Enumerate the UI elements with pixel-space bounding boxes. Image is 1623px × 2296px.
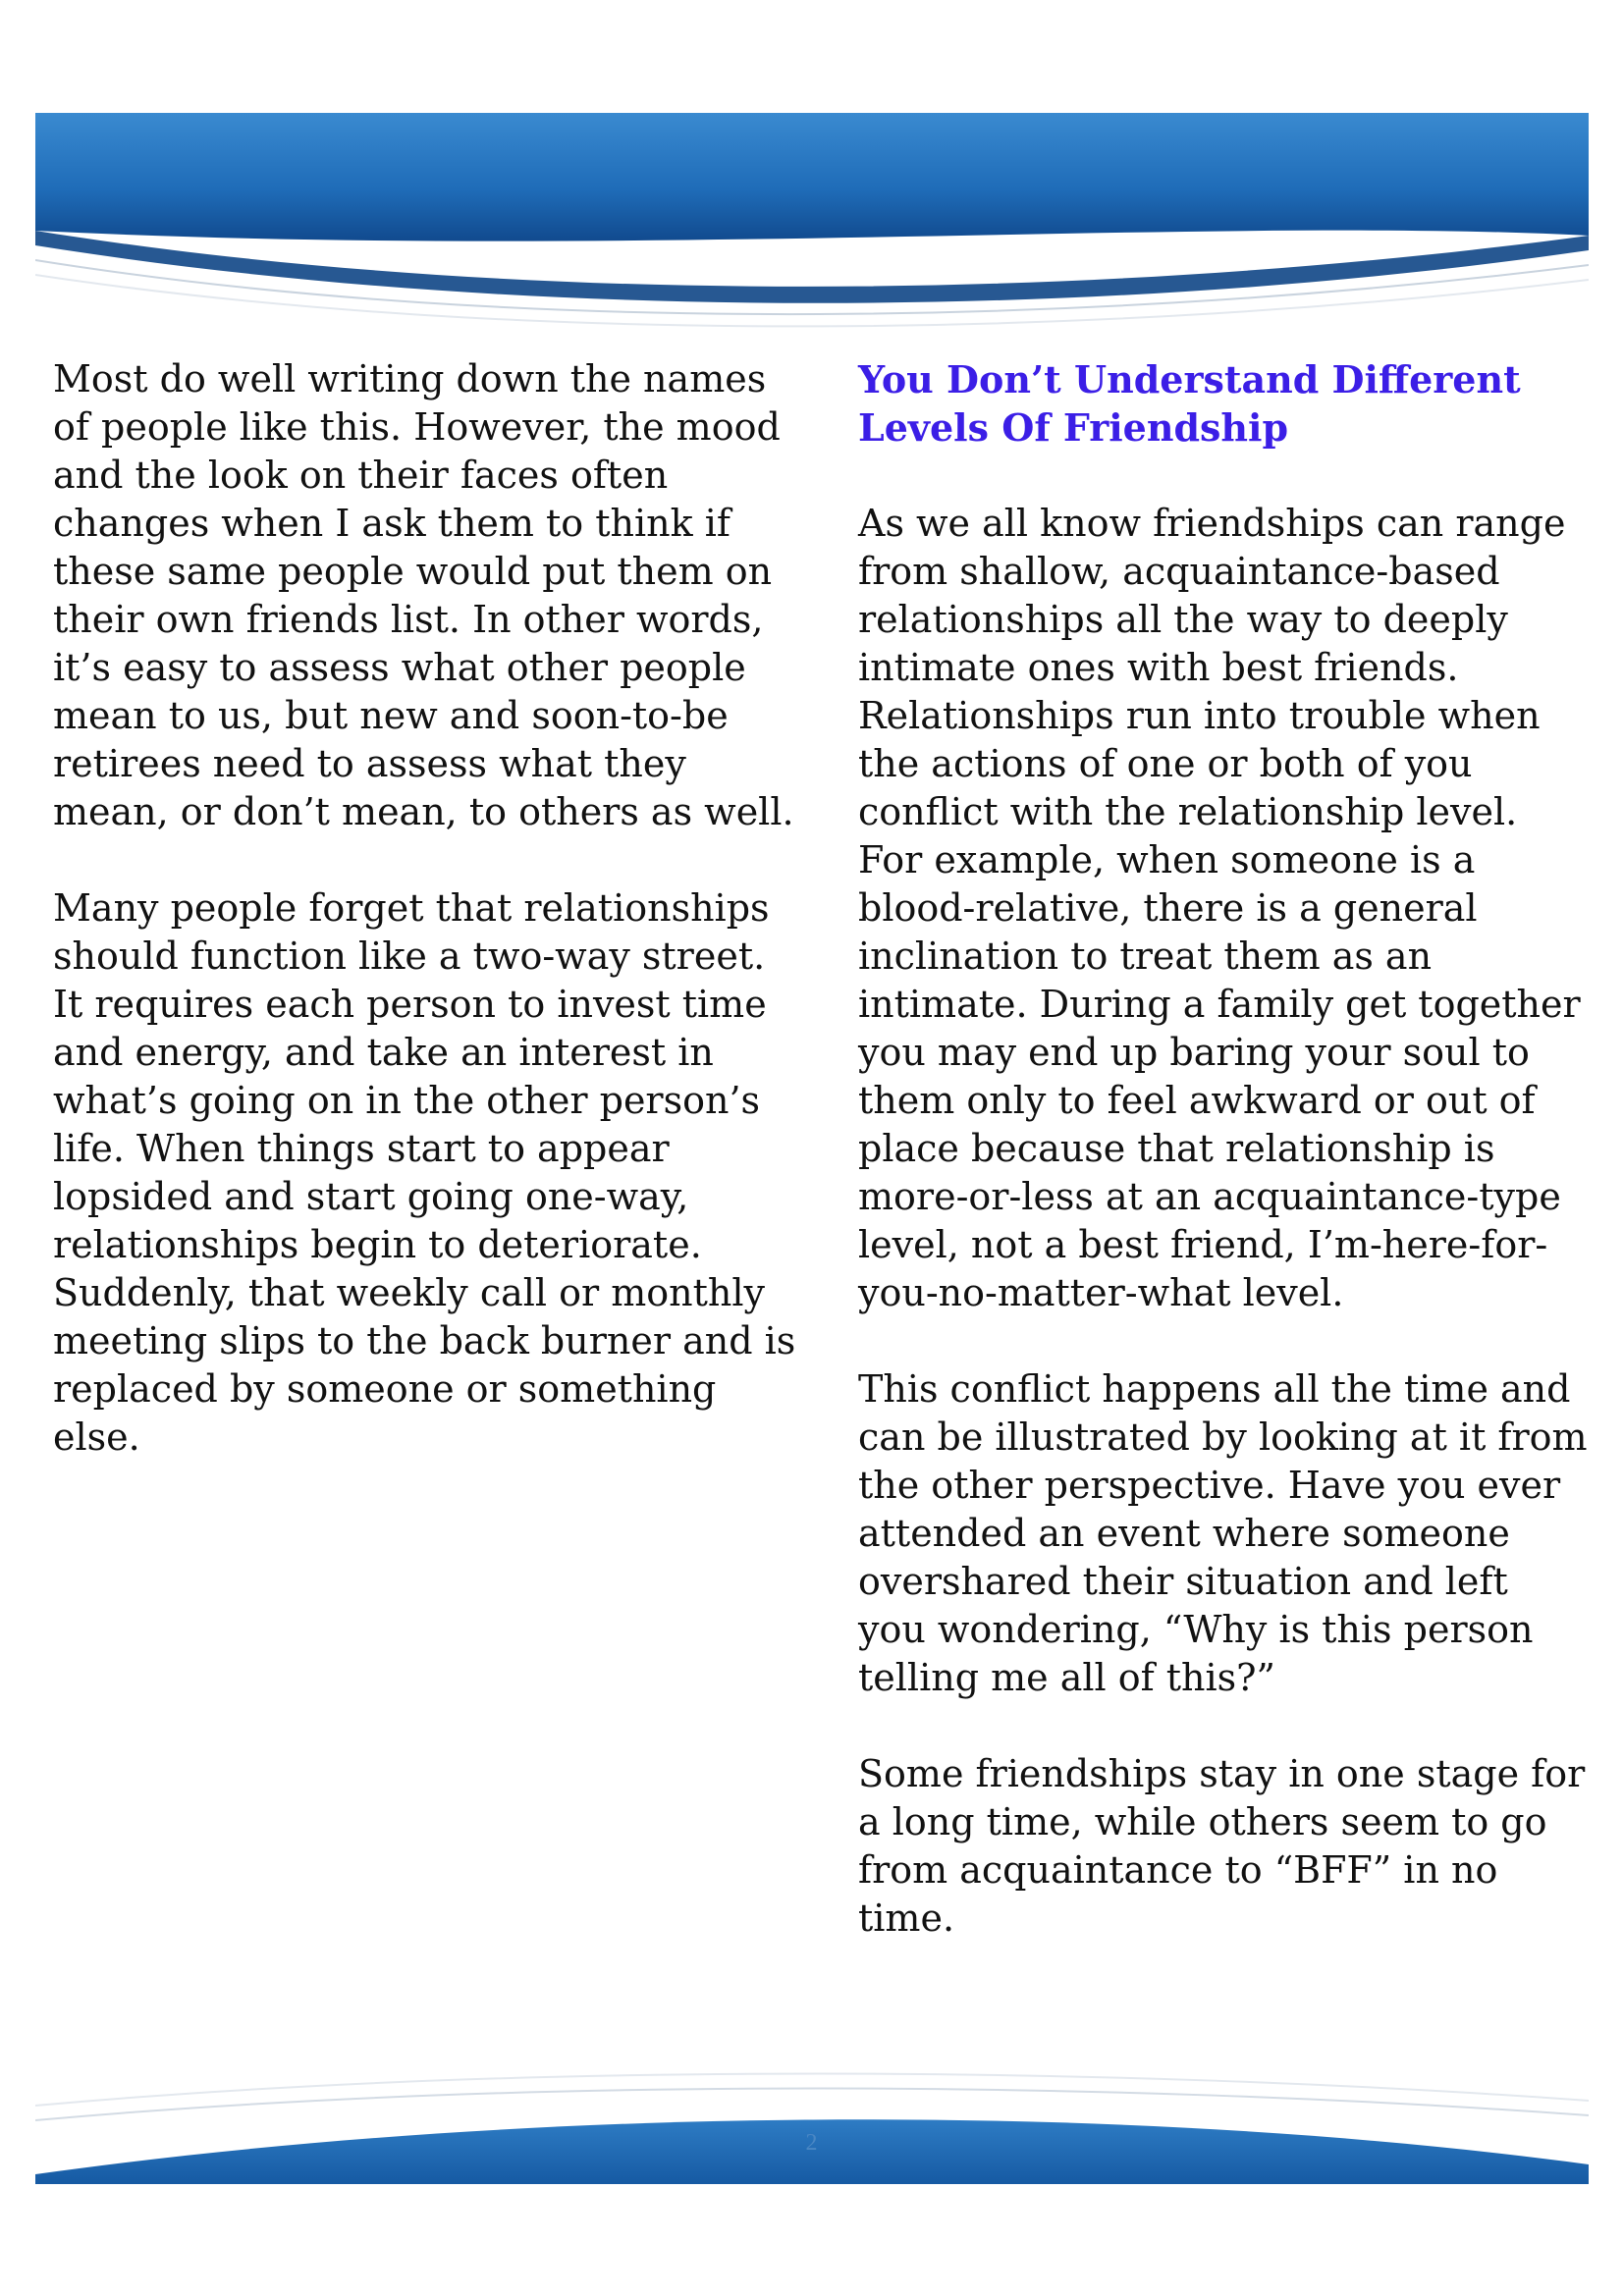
page-number: 2 xyxy=(805,2130,818,2156)
body-paragraph: Many people forget that relationships should function like a two-way street. It requires each person to invest time and energy, and take an interest in what’s going on in the other person’s life. When things start to appear lopsided and start going one-way, relationships begin to deteriorate. Suddenly, that weekly call or monthly meeting slips to the back burner and is replaced by someone or something else. xyxy=(53,886,796,1459)
left-column xyxy=(53,355,799,1510)
section-heading: You Don’t Understand Different Levels Of Friendship xyxy=(858,357,1521,450)
header-banner xyxy=(35,113,1589,329)
body-paragraph: Most do well writing down the names of people like this. However, the mood and the look on their faces often changes when I ask them to think if these same people would put them on their own friends list. In other words, it’s easy to assess what other people mean to us, but new and soon-to-be retirees need to assess what they mean, or don’t mean, to others as well. xyxy=(53,357,794,833)
footer-banner xyxy=(35,2066,1589,2184)
right-column xyxy=(858,355,1604,1991)
body-paragraph: This conflict happens all the time and can be illustrated by looking at it from the other perspective. Have you ever attended an event where someone overshared their situation and left you wondering, “Why is this person telling me all of this?” xyxy=(858,1367,1588,1699)
body-paragraph: Some friendships stay in one stage for a long time, while others seem to go from acquaintance to “BFF” in no time. xyxy=(858,1752,1586,1940)
body-paragraph: As we all know friendships can range from shallow, acquaintance-based relationships all the way to deeply intimate ones with best friends. Relationships run into trouble when the actions of one or both of you conflict with the relationship level. For example, when someone is a blood-relative, there is a general inclination to treat them as an intimate. During a family get together you may end up baring your soul to them only to feel awkward or out of place because that relationship is more-or-less at an acquaintance-type level, not a best friend, I’m-here-for- you-no-matter-what level. xyxy=(858,502,1581,1314)
